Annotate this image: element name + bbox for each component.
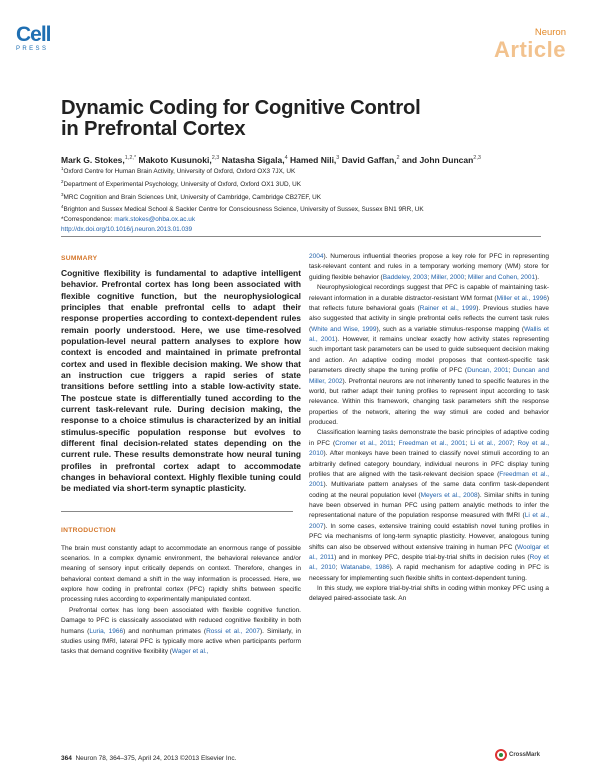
citation-link[interactable]: 2004 [309, 253, 324, 260]
author-affil-sup: 3 [336, 155, 340, 161]
citation-link[interactable]: Wallis et al., 2001 [309, 325, 549, 343]
citation-link[interactable]: Freedman et al., 2001 [398, 439, 466, 447]
author-affil-sup: 2,3 [211, 155, 220, 161]
citation-link[interactable]: Roy et al., 2010 [309, 553, 549, 572]
body-paragraph: 2004). Numerous influential theories propose a key role for PFC in representing task-relevant content and rules in a temporary working memory (WM) store for guiding flexible behavior (Baddeley, 2003; Miller, 2000; Miller and Cohen, 2001). [309, 253, 549, 281]
crossmark-icon [495, 749, 507, 761]
citation-link[interactable]: Li et al., 2007 [309, 512, 550, 530]
citation-link[interactable]: Miller, 2000 [431, 273, 465, 281]
affiliation: $^4$Brighton and Sussex Medical School & Sackler Centre for Consciousness Science, University of Sussex, Sussex BN1 9RR, UK [61, 204, 424, 214]
author-name: Hamed Nili, [290, 154, 337, 165]
citation-link[interactable]: Roy et al., 2010 [309, 439, 550, 458]
page-footer [61, 755, 541, 762]
citation-link[interactable]: Rainer et al., 1999 [419, 304, 477, 312]
cell-press-logo [16, 24, 54, 52]
intro-body [61, 544, 301, 658]
citation-link[interactable]: Baddeley, 2003 [382, 273, 428, 281]
header-divider [61, 236, 541, 237]
affiliation: $^3$MRC Cognition and Brain Sciences Unit, University of Cambridge, Cambridge CB27EF, UK [61, 191, 322, 201]
section-divider [61, 511, 293, 512]
affiliation: $^1$Oxford Centre for Human Brain Activity, University of Oxford, Oxford OX3 7JX, UK [61, 166, 296, 176]
logo-main-text: Cell [16, 23, 51, 46]
author-affil-sup: 2 [396, 155, 400, 161]
author-name: and John Duncan [401, 154, 474, 165]
doi-link[interactable]: http://dx.doi.org/10.1016/j.neuron.2013.01.039 [61, 226, 193, 234]
crossmark-badge[interactable] [495, 749, 540, 761]
citation-link[interactable]: Luria, 1966 [89, 627, 124, 635]
right-body [309, 252, 549, 605]
citation-link[interactable]: Miller and Cohen, 2001 [467, 273, 536, 281]
journal-name: Neuron [534, 27, 566, 38]
citation-link[interactable]: Miller et al., 1996 [496, 294, 547, 302]
citation-link[interactable]: White and Wise, 1999 [311, 325, 377, 333]
citation-link[interactable]: Watanabe, 1986 [340, 564, 390, 572]
intro-paragraph: The brain must constantly adapt to accommodate an enormous range of possible scenarios. In a complex dynamic environment, the behavioral relevance and/or meaning of sensory input critically depends on context. Therefore, changes in behavioral context demand a shift in the way information is processed. Here, we explore how coding in prefrontal cortex (PFC) rapidly shifts between specific processing rules according to experimentally manipulated context. [61, 544, 301, 604]
article-title [61, 98, 461, 140]
citation-link[interactable]: Li et al., 2007 [470, 439, 513, 447]
journal-citation: Neuron 78, 364–375, April 24, 2013 ©2013 Elsevier Inc. [75, 755, 237, 762]
citation-link[interactable]: Freedman et al., 2001 [309, 470, 550, 489]
author-name: David Gaffan, [341, 154, 397, 165]
author-name: Makoto Kusunoki, [138, 154, 212, 165]
citation-link[interactable]: Wager et al., [171, 648, 209, 656]
citation-link[interactable]: Duncan and Miller, 2002 [309, 367, 549, 385]
body-paragraph: Neurophysiological recordings suggest that PFC is capable of maintaining task-relevant information in a durable distractor-resistant WM format (Miller et al., 1996) that reflects future behavioral goals (Rainer et al., 1999). Previous studies have also suggested that activity in single prefrontal cells reflects the current task rules (White and Wise, 1999), such as a variable stimulus-response mapping (Wallis et al., 2001). However, it remains unclear exactly how activity states representing such important task parameters can be used to guide subsequent decision making and action. An adaptive coding model proposes that context-specific task parameters directly shape the tuning profile of PFC (Duncan, 2001; Duncan and Miller, 2002). Prefrontal neurons are not inherently tuned to specific features in the world, but rather adapt their tuning profiles to represent input according to task relevance. Within this framework, changing task parameters shift the response properties of the network, altering the way stimuli are coded and behavior produced. [309, 284, 550, 426]
logo-sub-text: PRESS [16, 46, 49, 52]
author-name: Mark G. Stokes, [61, 154, 125, 165]
crossmark-label: CrossMark [508, 752, 540, 758]
intro-paragraph: Prefrontal cortex has long been associated with flexible cognitive function. Damage to PFC is classically associated with reduced cognitive flexibility in both humans (Luria, 1966) and nonhuman primates (Rossi et al., 2007). Similarly, in studies using fMRI, lateral PFC is typically more active when participants perform tasks that demand cognitive flexibility (Wager et al., [61, 606, 301, 656]
correspondence-email-link[interactable]: mark.stokes@ohba.ox.ac.uk [114, 216, 196, 224]
citation-link[interactable]: Cromer et al., 2011 [335, 439, 394, 447]
citation-link[interactable]: Woolgar et al., 2011 [309, 543, 549, 561]
body-paragraph: Classification learning tasks demonstrate the basic principles of adaptive coding in PFC (Cromer et al., 2011; Freedman et al., 2001; Li et al., 2007; Roy et al., 2010). After monkeys have been trained to classify novel stimuli according to an arbitrarily defined category boundary, individual neurons in PFC display tuning profiles that are aligned with the task-relevant decision space (Freedman et al., 2001). Multivariate pattern analyses of the same data confirm task-dependent coding at the neural population level (Meyers et al., 2008). Similar shifts in tuning have been observed in human PFC using pattern analytic methods to infer the representational nature of the population response measured with fMRI (Li et al., 2007). In some cases, extensive training could establish novel tuning profiles in PFC via mechanisms of long-term synaptic plasticity. However, analogous tuning shifts can also be observed without extensive training in human PFC (Woolgar et al., 2011) and in monkey PFC, despite trial-by-trial shifts in decision rules (Roy et al., 2010; Watanabe, 1986). A rapid mechanism for adaptive coding in PFC is necessary for implementing such flexible shifts in context-dependent tuning. [309, 429, 550, 582]
author-affil-sup: 4 [284, 155, 288, 161]
author-name: Natasha Sigala, [221, 154, 285, 165]
affiliation: $^2$Department of Experimental Psychology, University of Oxford, Oxford OX1 3UD, UK [61, 178, 302, 188]
summary-text: Cognitive flexibility is fundamental to adaptive intelligent behavior. Prefrontal cortex has long been associated with flexible cognitive function, but the neurophysiological principles that enable prefrontal cells to adapt their response properties according to context-dependent rules remain poorly understood. Here, we use time-resolved population-level neural pattern analyses to explore how context is encoded and maintained in primate prefrontal cortex and used in flexible decision making. We show that an instruction cue triggers a rapid series of state transitions before settling into a stable low-activity state. The postcue state is differentially tuned according to the current task-relevant rule. During decision making, the response to a choice stimulus is characterized by an initial stimulus-specific population response but evolves to different final decision-related states depending on the current rule. These results demonstrate how neural tuning profiles in prefrontal cortex adapt to accommodate changes in behavioral context. Highly flexible tuning could be mediated via short-term synaptic plasticity. [61, 268, 301, 494]
article-type: Article [494, 36, 566, 62]
citation-link[interactable]: Rossi et al., 2007 [206, 627, 260, 635]
affiliations [61, 164, 581, 235]
introduction-heading: INTRODUCTION [61, 526, 116, 534]
title-line-1: Dynamic Coding for Cognitive Control [61, 97, 421, 119]
correspondence: *Correspondence: mark.stokes@ohba.ox.ac.uk [61, 216, 196, 224]
left-column [61, 252, 301, 658]
journal-header [494, 28, 566, 61]
right-column [309, 252, 549, 605]
title-line-2: in Prefrontal Cortex [61, 118, 246, 140]
summary-heading: SUMMARY [61, 255, 98, 262]
citation-link[interactable]: Duncan, 2001 [467, 367, 509, 375]
author-affil-sup: 2,3 [473, 155, 481, 161]
author-affil-sup: 1,2,* [124, 155, 137, 161]
page-number: 364 [61, 755, 72, 762]
body-paragraph: In this study, we explore trial-by-trial shifts in coding within monkey PFC using a delayed paired-associate task. An [309, 585, 549, 603]
citation-link[interactable]: Meyers et al., 2008 [420, 491, 478, 499]
